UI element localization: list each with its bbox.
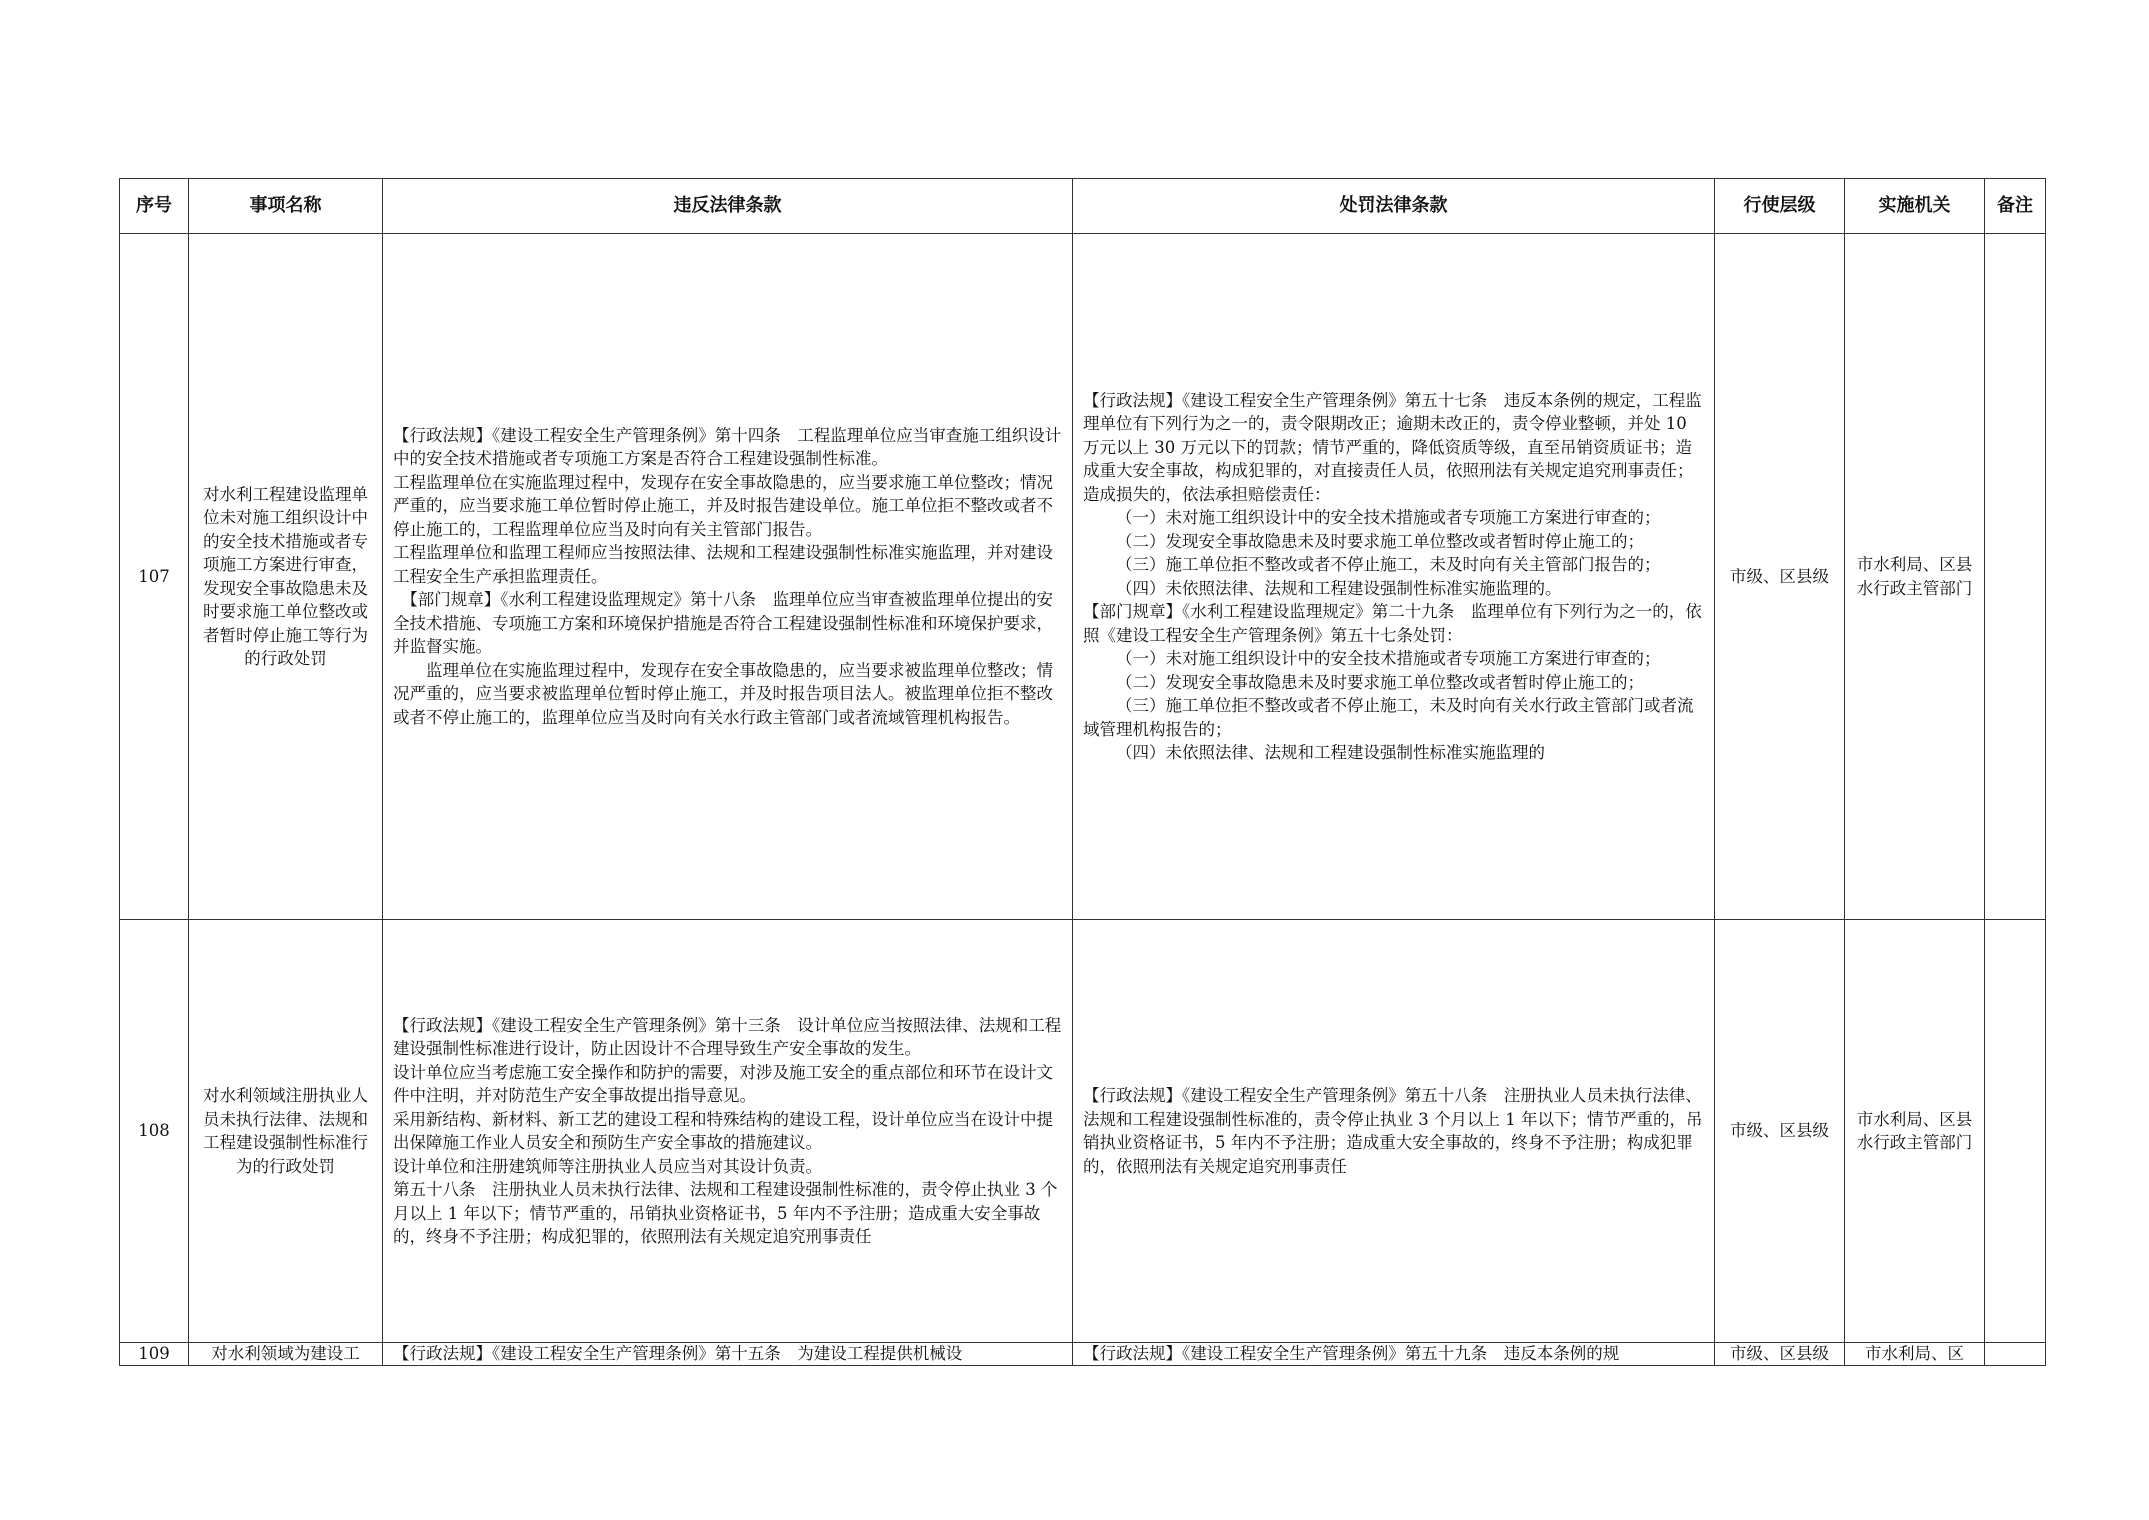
row-seq: 108 [120,920,189,1343]
clause-paragraph: 监理单位在实施监理过程中，发现存在安全事故隐患的，应当要求被监理单位整改；情况严重的，应当要求被监理单位暂时停止施工，并及时报告项目法人。被监理单位拒不整改或者不停止施工的，监理单位应当及时向有关水行政主管部门或者流域管理机构报告。 [393,660,1053,727]
header-violation: 违反法律条款 [383,179,1073,234]
row-agency: 市水利局、区县水行政主管部门 [1845,920,1985,1343]
row-agency: 市水利局、区 [1845,1343,1985,1366]
regulation-table [119,178,2046,1366]
clause-paragraph: 【行政法规】《建设工程安全生产管理条例》第十三条 设计单位应当按照法律、法规和工程建设强制性标准进行设计，防止因设计不合理导致生产安全事故的发生。 [393,1015,1062,1058]
row-violation-clauses [383,1343,1073,1366]
row-note [1985,1343,2046,1366]
row-level: 市级、区县级 [1715,920,1845,1343]
row-penalty-clauses [1073,920,1715,1343]
clause-paragraph: 采用新结构、新材料、新工艺的建设工程和特殊结构的建设工程，设计单位应当在设计中提出保障施工作业人员安全和预防生产安全事故的措施建议。 [393,1109,1053,1152]
row-penalty-clauses [1073,234,1715,920]
clause-paragraph: 设计单位和注册建筑师等注册执业人员应当对其设计负责。 [393,1156,822,1176]
row-note [1985,920,2046,1343]
header-name: 事项名称 [189,179,383,234]
clause-paragraph: 【部门规章】《水利工程建设监理规定》第二十九条 监理单位有下列行为之一的，依照《建设工程安全生产管理条例》第五十七条处罚： [1083,602,1702,645]
clause-paragraph: 设计单位应当考虑施工安全操作和防护的需要，对涉及施工安全的重点部位和环节在设计文件中注明，并对防范生产安全事故提出指导意见。 [393,1062,1053,1105]
clause-paragraph: （三）施工单位拒不整改或者不停止施工，未及时向有关水行政主管部门或者流域管理机构报告的； [1083,696,1694,739]
clause-paragraph: 【行政法规】《建设工程安全生产管理条例》第十五条 为建设工程提供机械设 [393,1344,963,1363]
clause-paragraph: （二）发现安全事故隐患未及时要求施工单位整改或者暂时停止施工的； [1116,672,1644,692]
clause-paragraph: 工程监理单位在实施监理过程中，发现存在安全事故隐患的，应当要求施工单位整改；情况严重的，应当要求施工单位暂时停止施工，并及时报告建设单位。施工单位拒不整改或者不停止施工的，工程监理单位应当及时向有关主管部门报告。 [393,472,1053,539]
header-penalty: 处罚法律条款 [1073,179,1715,234]
row-penalty-clauses [1073,1343,1715,1366]
clause-paragraph: 【部门规章】《水利工程建设监理规定》第十八条 监理单位应当审查被监理单位提出的安全技术措施、专项施工方案和环境保护措施是否符合工程建设强制性标准和环境保护要求，并监督实施。 [393,590,1053,657]
row-item-name: 对水利领域为建设工 [189,1343,383,1366]
header-row [120,179,2046,234]
clause-paragraph: （一）未对施工组织设计中的安全技术措施或者专项施工方案进行审查的； [1116,649,1661,668]
header-note: 备注 [1985,179,2046,234]
row-item-name: 对水利工程建设监理单位未对施工组织设计中的安全技术措施或者专项施工方案进行审查，发现安全事故隐患未及时要求施工单位整改或者暂时停止施工等行为的行政处罚 [189,234,383,920]
header-agency: 实施机关 [1845,179,1985,234]
header-seq: 序号 [120,179,189,234]
row-seq: 107 [120,234,189,920]
row-level: 市级、区县级 [1715,234,1845,920]
row-level: 市级、区县级 [1715,1343,1845,1366]
row-seq: 109 [120,1343,189,1366]
clause-paragraph: 【行政法规】《建设工程安全生产管理条例》第五十九条 违反本条例的规 [1083,1344,1620,1363]
clause-paragraph: 【行政法规】《建设工程安全生产管理条例》第五十八条 注册执业人员未执行法律、法规和工程建设强制性标准的，责令停止执业 3 个月以上 1 年以下；情节严重的，吊销执业资格证书，5 年内不予注册；造成重大安全事故的，终身不予注册；构成犯罪的，依照刑法有关规定追究刑事责任 [1083,1086,1703,1176]
row-agency: 市水利局、区县水行政主管部门 [1845,234,1985,920]
header-level: 行使层级 [1715,179,1845,234]
table-row [120,920,2046,1343]
clause-paragraph: 【行政法规】《建设工程安全生产管理条例》第十四条 工程监理单位应当审查施工组织设计中的安全技术措施或者专项施工方案是否符合工程建设强制性标准。 [393,425,1062,469]
table-row [120,1343,2046,1366]
row-note [1985,234,2046,920]
clause-paragraph: （四）未依照法律、法规和工程建设强制性标准实施监理的 [1116,743,1545,762]
clause-paragraph: 第五十八条 注册执业人员未执行法律、法规和工程建设强制性标准的，责令停止执业 3 个月以上 1 年以下；情节严重的，吊销执业资格证书，5 年内不予注册；造成重大安全事故的，终身不予注册；构成犯罪的，依照刑法有关规定追究刑事责任 [393,1180,1058,1246]
clause-paragraph: （三）施工单位拒不整改或者不停止施工，未及时向有关主管部门报告的； [1116,555,1661,574]
clause-paragraph: 【行政法规】《建设工程安全生产管理条例》第五十七条 违反本条例的规定，工程监理单位有下列行为之一的，责令限期改正；逾期未改正的，责令停业整顿，并处 10 万元以上 30 万元以下的罚款；情节严重的，降低资质等级，直至吊销资质证书；造成重大安全事故，构成犯罪的，对直接责任人员，依照刑法有关规定追究刑事责任；造成损失的，依法承担赔偿责任： [1083,390,1702,504]
clause-paragraph: （一）未对施工组织设计中的安全技术措施或者专项施工方案进行审查的； [1116,508,1661,527]
row-violation-clauses [383,234,1073,920]
clause-paragraph: （四）未依照法律、法规和工程建设强制性标准实施监理的。 [1116,578,1562,598]
row-item-name: 对水利领域注册执业人员未执行法律、法规和工程建设强制性标准行为的行政处罚 [189,920,383,1343]
clause-paragraph: 工程监理单位和监理工程师应当按照法律、法规和工程建设强制性标准实施监理，并对建设工程安全生产承担监理责任。 [393,543,1053,586]
clause-paragraph: （二）发现安全事故隐患未及时要求施工单位整改或者暂时停止施工的； [1116,531,1644,551]
row-violation-clauses [383,920,1073,1343]
table-row [120,234,2046,920]
